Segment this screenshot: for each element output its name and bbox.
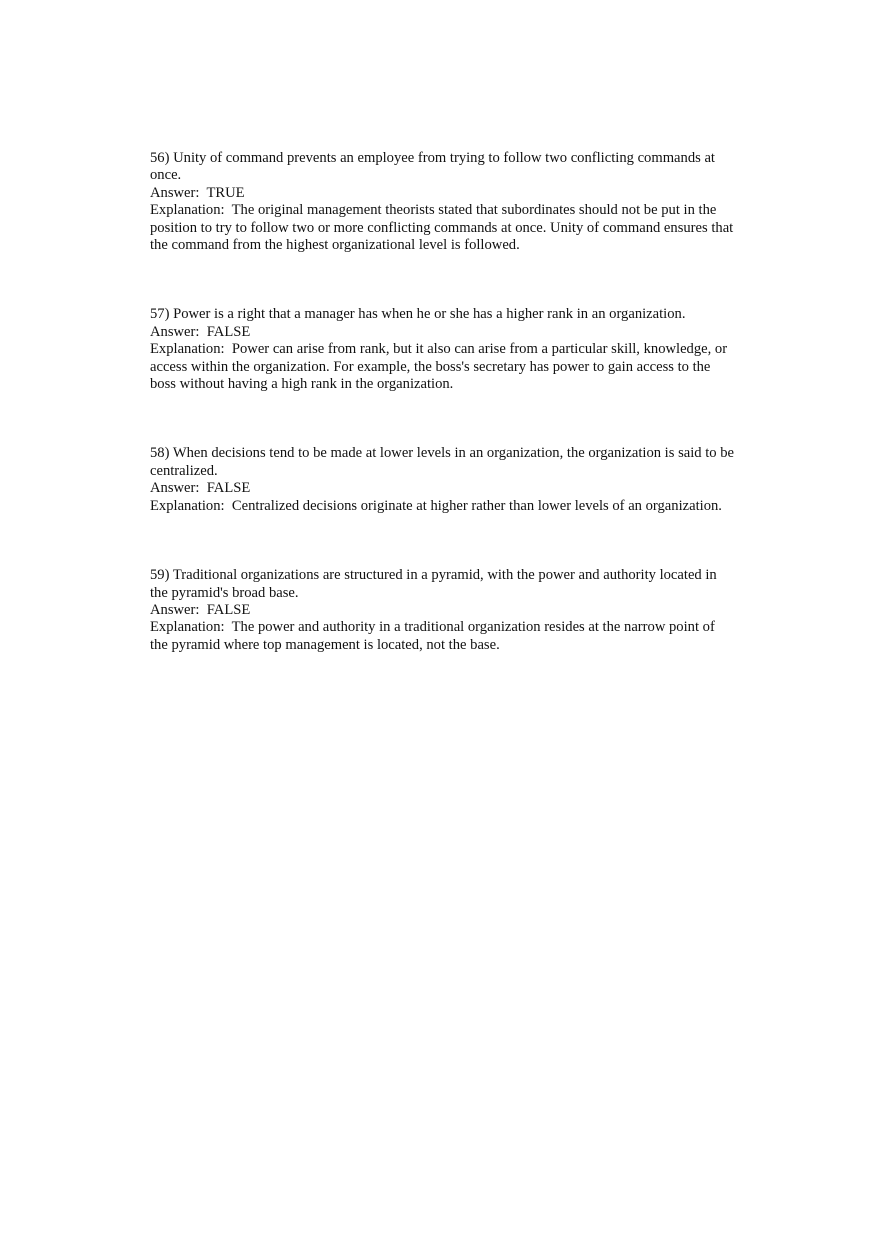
question-text: 58) When decisions tend to be made at lower levels in an organization, the organization is said to be centralized. [150,445,734,479]
question-list [150,150,735,706]
question-item-58 [150,445,735,515]
answer-label: Answer: [150,480,207,497]
explanation-text: The original management theorists stated that subordinates should not be put in the position to try to follow two or more conflicting commands at once. Unity of command ensures that the command from the highest organizational level is followed. [150,202,734,254]
question-item-56 [150,150,735,254]
explanation-label: Explanation: [150,497,232,514]
question-text: 56) Unity of command prevents an employee from trying to follow two conflicting commands at once. [150,150,715,184]
answer-line [150,602,735,619]
explanation-label: Explanation: [150,202,232,219]
explanation-line [150,341,735,393]
answer-label: Answer: [150,601,207,618]
answer-label: Answer: [150,323,207,340]
explanation-line [150,202,735,254]
question-text: 57) Power is a right that a manager has when he or she has a higher rank in an organization. [150,306,686,323]
explanation-label: Explanation: [150,619,232,636]
explanation-text: Centralized decisions originate at higher rather than lower levels of an organization. [231,497,722,514]
explanation-label: Explanation: [150,341,232,358]
answer-value: FALSE [206,601,251,618]
answer-line [150,324,735,341]
answer-value: TRUE [206,184,245,201]
answer-label: Answer: [150,184,207,201]
question-item-57 [150,306,735,393]
explanation-text: Power can arise from rank, but it also can arise from a particular skill, knowledge, or access within the organization. For example, the boss's secretary has power to gain access to the boss without having a high rank in the organization. [150,341,728,393]
explanation-text: The power and authority in a traditional organization resides at the narrow point of the pyramid where top management is located, not the base. [150,619,715,653]
answer-line [150,480,735,497]
question-item-59 [150,567,735,654]
question-text: 59) Traditional organizations are structured in a pyramid, with the power and authority located in the pyramid's broad base. [150,567,717,601]
explanation-line [150,619,735,654]
answer-value: FALSE [206,480,251,497]
answer-line [150,185,735,202]
answer-value: FALSE [206,323,251,340]
explanation-line [150,498,735,515]
